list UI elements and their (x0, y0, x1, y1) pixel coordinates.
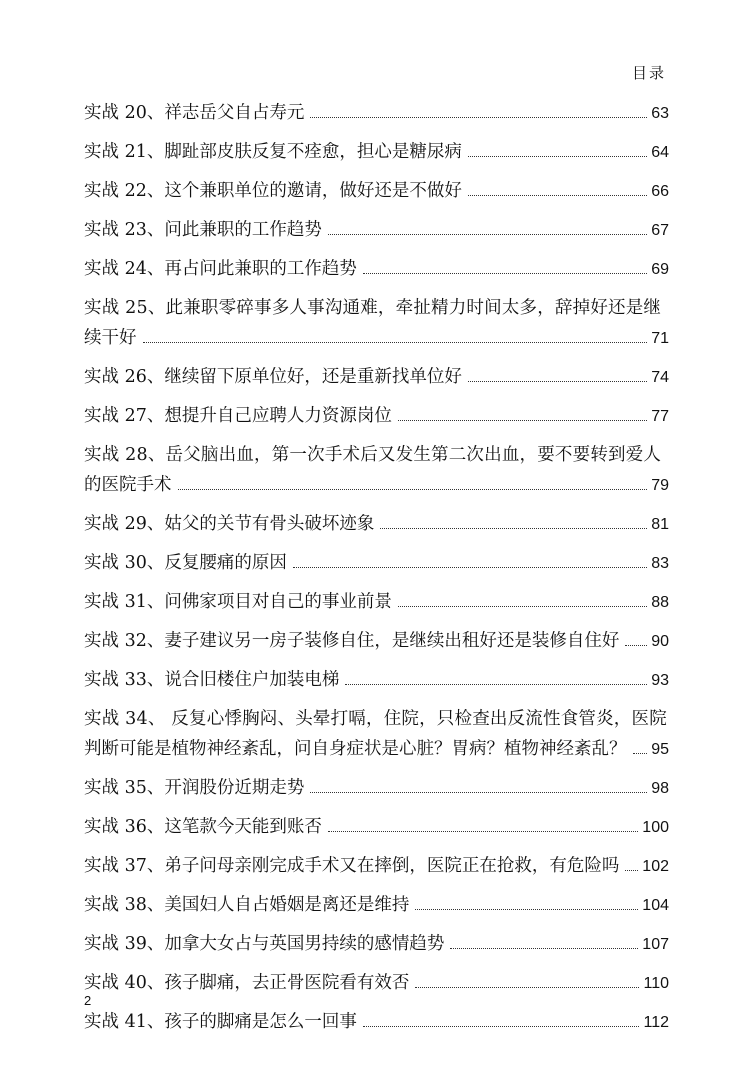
toc-entry[interactable] (84, 929, 669, 960)
toc-entry[interactable] (84, 293, 669, 354)
dot-leader (345, 684, 647, 685)
dot-leader (328, 234, 647, 235)
toc-entry[interactable] (84, 968, 669, 999)
toc-entry[interactable] (84, 587, 669, 618)
header-title: 目录 (631, 64, 666, 82)
toc-entry-title: 实战 41、孩子的脚痛是怎么一回事 (84, 1012, 357, 1032)
toc-entry-title: 实战 40、孩子脚痛，去正骨医院看有效否 (84, 973, 410, 993)
toc-entry-title-continued: 判断可能是植物神经紊乱，问自身症状是心脏？胃病？植物神经紊乱？ (84, 739, 627, 759)
toc-entry-page-number: 63 (651, 105, 669, 122)
toc-entry-page-number: 110 (643, 975, 669, 992)
dot-leader (450, 948, 638, 949)
toc-entry-title: 实战 29、姑父的关节有骨头破坏迹象 (84, 514, 375, 534)
toc-entry-page-number: 107 (642, 936, 669, 953)
toc-entry-title: 实战 23、问此兼职的工作趋势 (84, 220, 322, 240)
dot-leader (468, 195, 647, 196)
toc-entry-page-number: 83 (651, 555, 669, 572)
dot-leader (398, 606, 647, 607)
toc-entry-title: 实战 39、加拿大女占与英国男持续的感情趋势 (84, 934, 445, 954)
toc-entry-page-number: 77 (651, 408, 669, 425)
toc-entry-page-number: 102 (642, 858, 669, 875)
toc-entry-page-number: 71 (651, 330, 669, 347)
table-of-contents (84, 98, 669, 1046)
toc-entry-title: 实战 25、此兼职零碎事多人事沟通难，牵扯精力时间太多，辞掉好还是继 (84, 298, 662, 318)
toc-entry[interactable] (84, 98, 669, 129)
toc-entry-title-continued: 的医院手术 (84, 475, 172, 495)
toc-entry-title: 实战 28、岳父脑出血，第一次手术后又发生第二次出血，要不要转到爱人 (84, 445, 662, 465)
toc-entry[interactable] (84, 773, 669, 804)
dot-leader (468, 381, 647, 382)
toc-entry-page-number: 112 (643, 1014, 669, 1031)
toc-entry-title: 实战 36、这笔款今天能到账否 (84, 817, 322, 837)
toc-entry-title: 实战 31、问佛家项目对自己的事业前景 (84, 592, 392, 612)
toc-entry-page-number: 66 (651, 183, 669, 200)
toc-entry-page-number: 74 (651, 369, 669, 386)
toc-entry-page-number: 79 (651, 477, 669, 494)
dot-leader (625, 870, 638, 871)
dot-leader (415, 987, 639, 988)
toc-entry[interactable] (84, 440, 669, 501)
toc-entry[interactable] (84, 254, 669, 285)
toc-entry-page-number: 88 (651, 594, 669, 611)
toc-entry-page-number: 69 (651, 261, 669, 278)
dot-leader (625, 645, 647, 646)
toc-entry-page-number: 81 (651, 516, 669, 533)
toc-entry[interactable] (84, 137, 669, 168)
toc-entry-page-number: 67 (651, 222, 669, 239)
toc-entry-page-number: 90 (651, 633, 669, 650)
toc-entry-title: 实战 22、这个兼职单位的邀请，做好还是不做好 (84, 181, 462, 201)
toc-entry-title: 实战 24、再占问此兼职的工作趋势 (84, 259, 357, 279)
toc-entry[interactable] (84, 626, 669, 657)
dot-leader (328, 831, 638, 832)
toc-entry[interactable] (84, 890, 669, 921)
dot-leader (310, 792, 647, 793)
toc-entry[interactable] (84, 401, 669, 432)
toc-entry[interactable] (84, 362, 669, 393)
toc-entry-page-number: 100 (642, 819, 669, 836)
toc-entry-title: 实战 37、弟子问母亲刚完成手术又在摔倒，医院正在抢救，有危险吗 (84, 856, 620, 876)
dot-leader (178, 489, 648, 490)
toc-entry-title: 实战 35、开润股份近期走势 (84, 778, 305, 798)
dot-leader (363, 273, 647, 274)
dot-leader (310, 117, 647, 118)
toc-entry[interactable] (84, 1007, 669, 1038)
toc-entry[interactable] (84, 665, 669, 696)
toc-entry-title: 实战 20、祥志岳父自占寿元 (84, 103, 305, 123)
dot-leader (398, 420, 647, 421)
toc-entry-page-number: 98 (651, 780, 669, 797)
dot-leader (363, 1026, 640, 1027)
dot-leader (380, 528, 647, 529)
toc-entry[interactable] (84, 851, 669, 882)
toc-entry-page-number: 64 (651, 144, 669, 161)
toc-entry-page-number: 95 (651, 741, 669, 758)
dot-leader (468, 156, 647, 157)
toc-entry[interactable] (84, 176, 669, 207)
toc-entry-title: 实战 21、脚趾部皮肤反复不痊愈，担心是糖尿病 (84, 142, 462, 162)
toc-entry[interactable] (84, 215, 669, 246)
toc-entry-title: 实战 26、继续留下原单位好，还是重新找单位好 (84, 367, 462, 387)
dot-leader (415, 909, 638, 910)
toc-entry[interactable] (84, 812, 669, 843)
toc-entry-page-number: 93 (651, 672, 669, 689)
toc-entry-title: 实战 38、美国妇人自占婚姻是离还是维持 (84, 895, 410, 915)
dot-leader (143, 342, 648, 343)
toc-entry-title: 实战 33、说合旧楼住户加装电梯 (84, 670, 340, 690)
toc-entry[interactable] (84, 704, 669, 765)
toc-entry-title: 实战 34、 反复心悸胸闷、头晕打嗝，住院，只检查出反流性食管炎，医院 (84, 709, 667, 729)
toc-entry-title: 实战 30、反复腰痛的原因 (84, 553, 287, 573)
toc-entry-title-continued: 续干好 (84, 328, 137, 348)
page-number: 2 (84, 993, 92, 1008)
toc-entry-title: 实战 32、妻子建议另一房子装修自住，是继续出租好还是装修自住好 (84, 631, 620, 651)
toc-entry-page-number: 104 (642, 897, 669, 914)
toc-entry[interactable] (84, 548, 669, 579)
dot-leader (293, 567, 647, 568)
toc-entry-title: 实战 27、想提升自己应聘人力资源岗位 (84, 406, 392, 426)
toc-entry[interactable] (84, 509, 669, 540)
dot-leader (633, 753, 648, 754)
